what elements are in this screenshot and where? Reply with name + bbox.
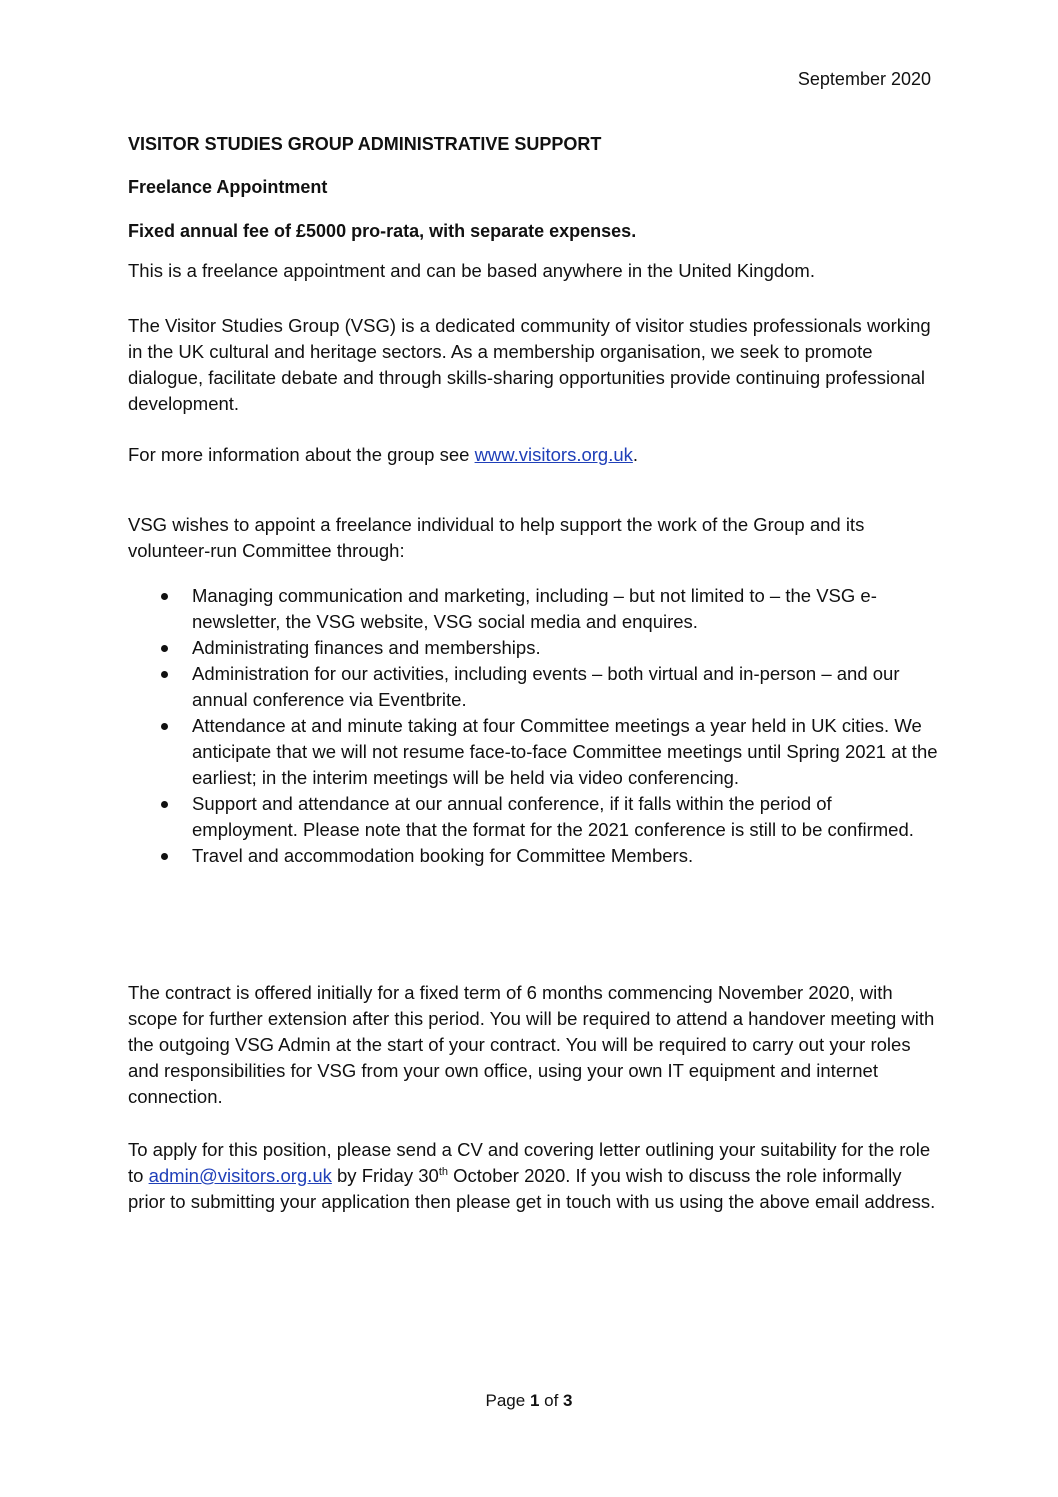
bullet-icon (161, 671, 168, 678)
bullet-icon (161, 853, 168, 860)
apply-paragraph (128, 1137, 938, 1215)
document-title: VISITOR STUDIES GROUP ADMINISTRATIVE SUPPORT (128, 134, 602, 154)
about-paragraph: The Visitor Studies Group (VSG) is a dedicated community of visitor studies professionals working in the UK cultural and heritage sectors. As a membership organisation, we seek to promote dialogue, facilitate debate and through skills-sharing opportunities provide continuing professional development. (128, 315, 931, 414)
ordinal-suffix: th (438, 1165, 448, 1178)
page-word: Page (485, 1391, 530, 1410)
bullet-icon (161, 593, 168, 600)
appointment-type: Freelance Appointment (128, 177, 328, 197)
fee-statement: Fixed annual fee of £5000 pro-rata, with separate expenses. (128, 221, 637, 241)
website-link[interactable]: www.visitors.org.uk (474, 444, 633, 465)
bullet-icon (161, 801, 168, 808)
appoint-paragraph: VSG wishes to appoint a freelance individual to help support the work of the Group and its volunteer-run Committee through: (128, 514, 865, 561)
duty-item (128, 713, 938, 791)
page-total: 3 (563, 1391, 573, 1410)
duty-text: Travel and accommodation booking for Committee Members. (192, 845, 694, 866)
duty-text: Administration for our activities, including events – both virtual and in-person – and our annual conference via Eventbrite. (192, 663, 900, 710)
intro-paragraph: This is a freelance appointment and can be based anywhere in the United Kingdom. (128, 260, 815, 281)
bullet-icon (161, 645, 168, 652)
page-footer (0, 1388, 1058, 1414)
duty-item (128, 661, 938, 713)
apply-by: by Friday 30 (331, 1165, 439, 1186)
document-date: September 2020 (797, 69, 931, 89)
bullet-icon (161, 723, 168, 730)
duty-text: Support and attendance at our annual conference, if it falls within the period of employment. Please note that the format for the 2021 conference is still to be confirmed. (192, 793, 914, 840)
more-info-paragraph (128, 442, 938, 468)
duty-item (128, 843, 938, 869)
duty-item (128, 635, 938, 661)
of-word: of (539, 1391, 564, 1410)
email-link[interactable]: admin@visitors.org.uk (148, 1165, 332, 1186)
duty-item (128, 791, 938, 843)
duty-item (128, 583, 938, 635)
duty-text: Administrating finances and memberships. (192, 637, 541, 658)
contract-paragraph: The contract is offered initially for a fixed term of 6 months commencing November 2020, with scope for further extension after this period. You will be required to attend a handover meeting with the outgoing VSG Admin at the start of your contract. You will be required to carry out your roles and responsibilities for VSG from your own office, using your own IT equipment and internet connection. (128, 982, 935, 1107)
more-info-suffix: . (632, 444, 639, 465)
duty-text: Attendance at and minute taking at four Committee meetings a year held in UK cities. We anticipate that we will not resume face-to-face Committee meetings until Spring 2021 at the earliest; in the interim meetings will be held via video conferencing. (192, 715, 938, 788)
more-info-prefix: For more information about the group see (128, 444, 475, 465)
apply-prefix: To apply for this position, please send a CV and covering letter outlining your suitability for the role to (128, 1139, 931, 1186)
apply-suffix: October 2020. If you wish to discuss the role informally prior to submitting your application then please get in touch with us using the above email address. (128, 1165, 936, 1212)
duties-list (128, 583, 938, 869)
page-current: 1 (529, 1391, 540, 1410)
duty-text: Managing communication and marketing, including – but not limited to – the VSG e-newsletter, the VSG website, VSG social media and enquires. (192, 585, 877, 632)
